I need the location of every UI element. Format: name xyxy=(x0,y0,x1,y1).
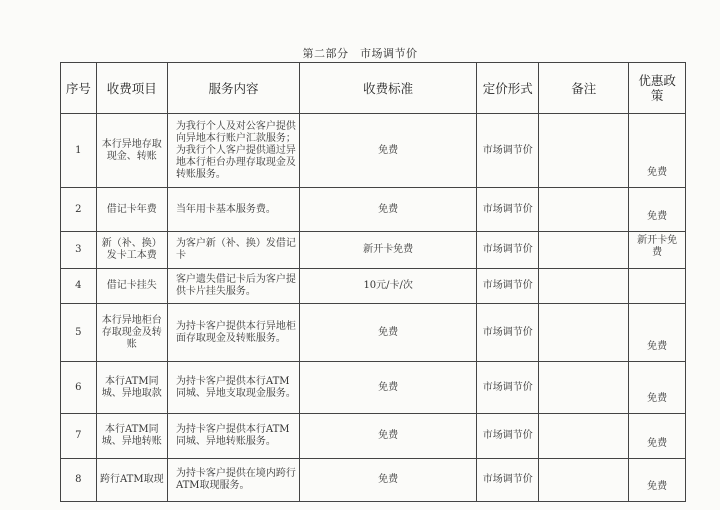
cell-no: 3 xyxy=(61,232,97,269)
cell-remark xyxy=(539,414,629,459)
header-row xyxy=(61,63,686,114)
cell-benefit: 免费 xyxy=(629,188,686,232)
cell-remark xyxy=(539,188,629,232)
table-row xyxy=(61,188,686,232)
cell-content: 为持卡客户提供本行ATM同城、异地支取现金服务。 xyxy=(167,362,299,414)
page-title: 第二部分 市场调节价 xyxy=(302,47,418,60)
cell-content: 为客户新（补、换）发借记卡 xyxy=(167,232,299,269)
cell-remark xyxy=(539,269,629,304)
cell-benefit: 免费 xyxy=(629,114,686,188)
cell-pricing: 市场调节价 xyxy=(477,362,539,414)
cell-item: 本行ATM同城、异地取款 xyxy=(96,362,167,414)
table-row xyxy=(61,459,686,502)
cell-item: 本行异地存取现金、转账 xyxy=(96,114,167,188)
cell-pricing: 市场调节价 xyxy=(477,269,539,304)
cell-benefit: 免费 xyxy=(629,362,686,414)
header-standard: 收费标准 xyxy=(300,63,477,114)
cell-item: 借记卡年费 xyxy=(96,188,167,232)
cell-standard: 10元/卡/次 xyxy=(300,269,477,304)
cell-pricing: 市场调节价 xyxy=(477,188,539,232)
cell-standard: 免费 xyxy=(300,414,477,459)
cell-pricing: 市场调节价 xyxy=(477,414,539,459)
cell-remark xyxy=(539,114,629,188)
cell-standard: 免费 xyxy=(300,114,477,188)
cell-content: 为我行个人及对公客户提供向异地本行账户汇款服务；为我行个人客户提供通过异地本行柜台办理存取现金及转账服务。 xyxy=(167,114,299,188)
cell-pricing: 市场调节价 xyxy=(477,232,539,269)
cell-standard: 新开卡免费 xyxy=(300,232,477,269)
cell-standard: 免费 xyxy=(300,459,477,502)
header-item: 收费项目 xyxy=(96,63,167,114)
fee-table xyxy=(60,62,686,502)
cell-benefit: 免费 xyxy=(629,414,686,459)
cell-no: 6 xyxy=(61,362,97,414)
table-row xyxy=(61,362,686,414)
cell-pricing: 市场调节价 xyxy=(477,304,539,362)
cell-item: 新（补、换）发卡工本费 xyxy=(96,232,167,269)
cell-benefit: 免费 xyxy=(629,459,686,502)
cell-item: 本行异地柜台存取现金及转账 xyxy=(96,304,167,362)
cell-remark xyxy=(539,232,629,269)
cell-benefit: 新开卡免费 xyxy=(629,232,686,269)
cell-standard: 免费 xyxy=(300,304,477,362)
cell-pricing: 市场调节价 xyxy=(477,114,539,188)
cell-no: 5 xyxy=(61,304,97,362)
cell-remark xyxy=(539,362,629,414)
header-no: 序号 xyxy=(61,63,97,114)
header-benefit: 优惠政策 xyxy=(629,63,686,114)
cell-content: 当年用卡基本服务费。 xyxy=(167,188,299,232)
cell-benefit: 免费 xyxy=(629,304,686,362)
cell-no: 4 xyxy=(61,269,97,304)
cell-content: 为持卡客户提供本行异地柜面存取现金及转账服务。 xyxy=(167,304,299,362)
header-remark: 备注 xyxy=(539,63,629,114)
cell-no: 7 xyxy=(61,414,97,459)
table-row xyxy=(61,304,686,362)
header-pricing: 定价形式 xyxy=(477,63,539,114)
table-row xyxy=(61,232,686,269)
table-row xyxy=(61,114,686,188)
cell-item: 本行ATM同城、异地转账 xyxy=(96,414,167,459)
cell-no: 2 xyxy=(61,188,97,232)
cell-item: 跨行ATM取现 xyxy=(96,459,167,502)
table-row xyxy=(61,269,686,304)
cell-item: 借记卡挂失 xyxy=(96,269,167,304)
cell-pricing: 市场调节价 xyxy=(477,459,539,502)
cell-standard: 免费 xyxy=(300,362,477,414)
header-content: 服务内容 xyxy=(167,63,299,114)
cell-benefit xyxy=(629,269,686,304)
cell-no: 1 xyxy=(61,114,97,188)
cell-standard: 免费 xyxy=(300,188,477,232)
cell-remark xyxy=(539,459,629,502)
table-row xyxy=(61,414,686,459)
cell-content: 为持卡客户提供本行ATM同城、异地转账服务。 xyxy=(167,414,299,459)
cell-content: 客户遗失借记卡后为客户提供卡片挂失服务。 xyxy=(167,269,299,304)
cell-no: 8 xyxy=(61,459,97,502)
cell-remark xyxy=(539,304,629,362)
cell-content: 为持卡客户提供在境内跨行ATM取现服务。 xyxy=(167,459,299,502)
